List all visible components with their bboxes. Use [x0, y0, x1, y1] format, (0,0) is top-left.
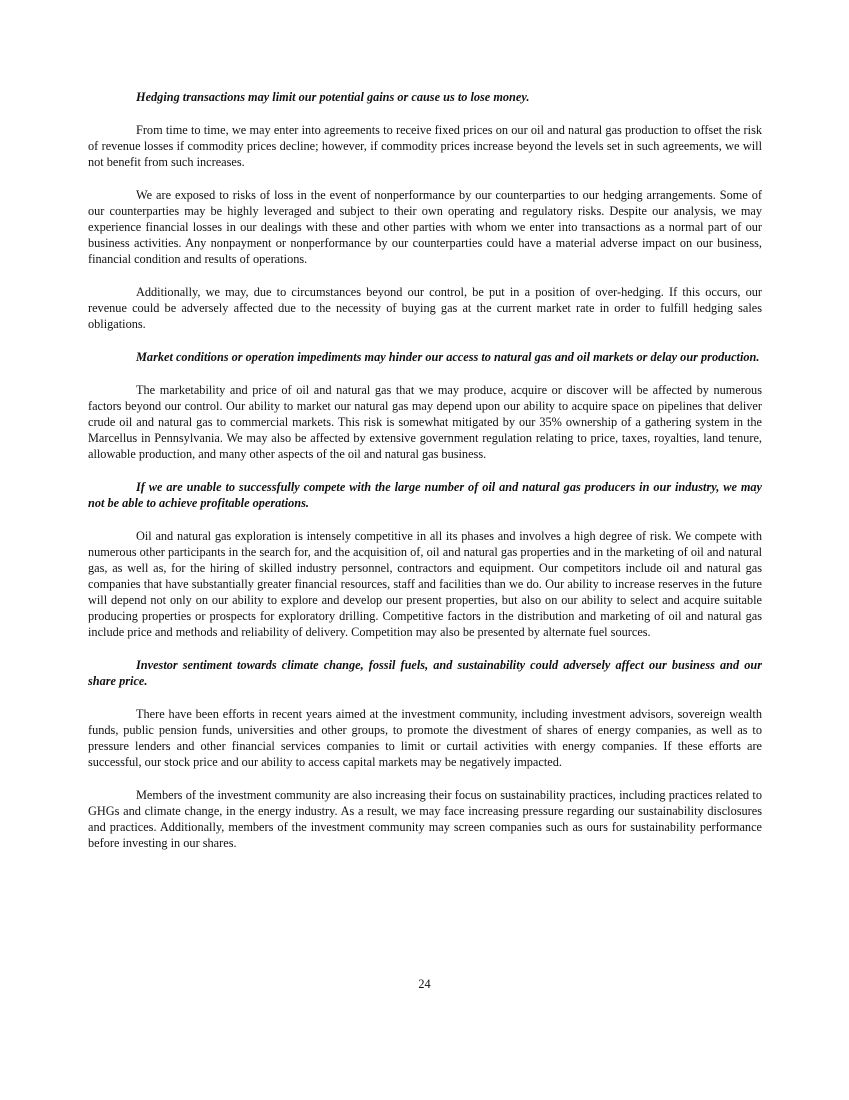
page-number: 24: [418, 977, 431, 991]
paragraph: Members of the investment community are also increasing their focus on sustainability practices, including practices related to GHGs and climate change, in the energy industry. As a result, we may face increasing pressure regarding our sustainability disclosures and practices. Additionally, members of the investment community may screen companies such as ours for sustainability performance before investing in our shares.: [88, 788, 762, 850]
section-heading-hedging: Hedging transactions may limit our potential gains or cause us to lose money.: [136, 90, 530, 104]
section-heading-investor-sentiment: Investor sentiment towards climate change, fossil fuels, and sustainability could adversely affect our business and our share price.: [88, 658, 762, 688]
paragraph: Additionally, we may, due to circumstances beyond our control, be put in a position of over-hedging. If this occurs, our revenue could be adversely affected due to the necessity of buying gas at the current market rate in order to fulfill hedging sales obligations.: [88, 285, 762, 331]
document-page: [88, 89, 762, 868]
section-heading-market-conditions: Market conditions or operation impediments may hinder our access to natural gas and oil markets or delay our production.: [136, 350, 760, 364]
paragraph: There have been efforts in recent years aimed at the investment community, including investment advisors, sovereign wealth funds, public pension funds, universities and other groups, to promote the divestment of shares of energy companies, as well as to pressure lenders and other financial services companies to limit or curtail activities with energy companies. If these efforts are successful, our stock price and our ability to access capital markets may be negatively impacted.: [88, 707, 762, 769]
paragraph: The marketability and price of oil and natural gas that we may produce, acquire or discover will be affected by numerous factors beyond our control. Our ability to market our natural gas may depend upon our ability to acquire space on pipelines that deliver crude oil and natural gas to commercial markets. This risk is somewhat mitigated by our 35% ownership of a gathering system in the Marcellus in Pennsylvania. We may also be affected by extensive government regulation relating to price, taxes, royalties, land tenure, allowable production, and many other aspects of the oil and natural gas business.: [88, 383, 762, 461]
section-heading-competition: If we are unable to successfully compete with the large number of oil and natural gas producers in our industry, we may not be able to achieve profitable operations.: [88, 480, 762, 510]
paragraph: Oil and natural gas exploration is intensely competitive in all its phases and involves a high degree of risk. We compete with numerous other participants in the search for, and the acquisition of, oil and natural gas properties and in the marketing of oil and natural gas, as well as, for the hiring of skilled industry personnel, contractors and equipment. Our competitors include oil and natural gas companies that have substantially greater financial resources, staff and facilities than we do. Our ability to increase reserves in the future will depend not only on our ability to explore and develop our present properties, but also on our ability to select and acquire suitable producing properties or prospects for exploratory drilling. Competitive factors in the distribution and marketing of oil and natural gas include price and methods and reliability of delivery. Competition may also be presented by alternate fuel sources.: [88, 529, 762, 639]
paragraph: From time to time, we may enter into agreements to receive fixed prices on our oil and natural gas production to offset the risk of revenue losses if commodity prices decline; however, if commodity prices increase beyond the levels set in such agreements, we will not benefit from such increases.: [88, 123, 762, 169]
paragraph: We are exposed to risks of loss in the event of nonperformance by our counterparties to our hedging arrangements. Some of our counterparties may be highly leveraged and subject to their own operating and regulatory risks. Despite our analysis, we may experience financial losses in our dealings with these and other parties with whom we enter into transactions as a normal part of our business activities. Any nonpayment or nonperformance by our counterparties could have a material adverse impact on our business, financial condition and results of operations.: [88, 188, 762, 266]
